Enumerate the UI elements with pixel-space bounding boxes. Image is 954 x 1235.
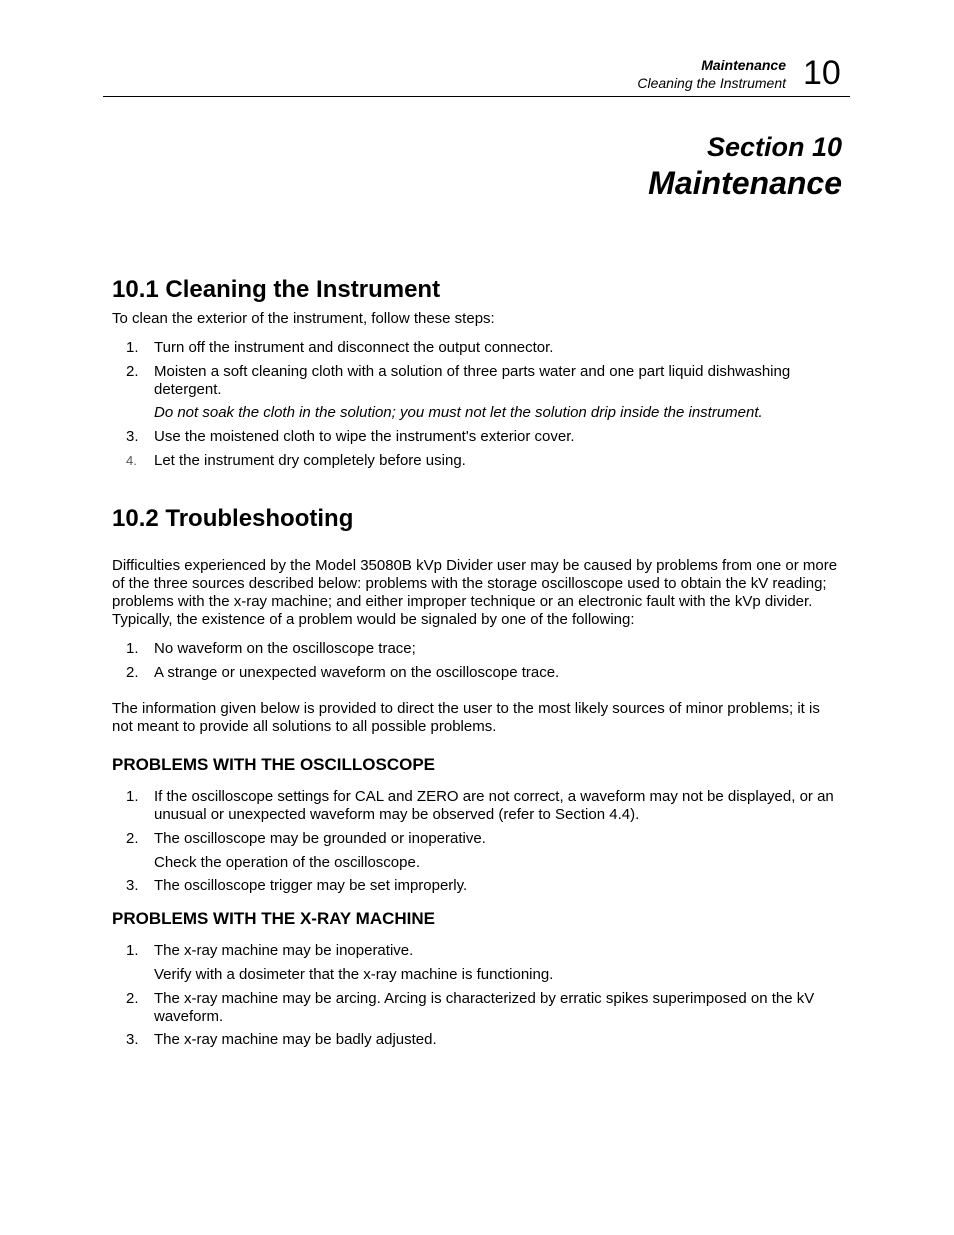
list-text: Let the instrument dry completely before using.: [154, 452, 466, 469]
list-number: 2.: [126, 830, 139, 847]
header-chapter-number: 10: [803, 54, 841, 92]
list-number: 3.: [126, 1031, 139, 1048]
list-text: Use the moistened cloth to wipe the instrument's exterior cover.: [154, 428, 575, 445]
header-divider: [103, 96, 850, 97]
list-number: 1.: [126, 788, 139, 805]
list-number: 3.: [126, 428, 139, 445]
section-label: Section 10: [706, 132, 842, 162]
list-number: 3.: [126, 877, 139, 894]
list-text: No waveform on the oscilloscope trace;: [154, 640, 416, 657]
list-text: Moisten a soft cleaning cloth with a solution of three parts water and one part liquid dishwashing detergent.: [154, 363, 791, 398]
list-number: 1.: [126, 640, 139, 657]
header-section-title: Cleaning the Instrument: [637, 75, 786, 91]
list-number: 1.: [126, 942, 139, 959]
troubleshooting-intro: Difficulties experienced by the Model 35080B kVp Divider user may be caused by problems from one or more of the three sources described below: problems with the storage oscilloscope used to obtain the kV reading; problems with the x-ray machine; and either improper technique or an electronic fault with the kVp divider. Typically, the existence of a problem would be signaled by one of the following:: [112, 557, 838, 628]
xray-note: Verify with a dosimeter that the x-ray machine is functioning.: [154, 966, 554, 983]
troubleshooting-info: The information given below is provided to direct the user to the most likely sources of minor problems; it is not meant to provide all solutions to all possible problems.: [112, 700, 820, 735]
list-text: Turn off the instrument and disconnect the output connector.: [154, 339, 554, 356]
cleaning-caution-note: Do not soak the cloth in the solution; you must not let the solution drip inside the instrument.: [154, 404, 763, 421]
section-title: Maintenance: [648, 165, 842, 201]
list-text: The x-ray machine may be badly adjusted.: [154, 1031, 437, 1048]
oscilloscope-note: Check the operation of the oscilloscope.: [154, 854, 420, 871]
list-number: 1.: [126, 339, 139, 356]
list-text: The x-ray machine may be arcing. Arcing is characterized by erratic spikes superimposed on the kV waveform.: [154, 990, 815, 1025]
xray-heading: PROBLEMS WITH THE X-RAY MACHINE: [112, 909, 436, 928]
oscilloscope-heading: PROBLEMS WITH THE OSCILLOSCOPE: [112, 755, 436, 774]
list-text: A strange or unexpected waveform on the oscilloscope trace.: [154, 664, 560, 681]
cleaning-intro: To clean the exterior of the instrument, follow these steps:: [112, 310, 495, 327]
list-number: 2.: [126, 664, 139, 681]
list-number: 2.: [126, 363, 139, 380]
list-text: The x-ray machine may be inoperative.: [154, 942, 414, 959]
list-text: The oscilloscope may be grounded or inoperative.: [154, 830, 486, 847]
header-chapter-title: Maintenance: [701, 57, 786, 73]
list-text: If the oscilloscope settings for CAL and ZERO are not correct, a waveform may not be displayed, or an unusual or unexpected waveform may be observed (refer to Section 4.4).: [154, 788, 834, 823]
list-number: 4.: [126, 453, 137, 468]
list-number: 2.: [126, 990, 139, 1007]
troubleshooting-heading: 10.2 Troubleshooting: [112, 505, 354, 532]
cleaning-heading: 10.1 Cleaning the Instrument: [112, 276, 441, 303]
list-text: The oscilloscope trigger may be set improperly.: [154, 877, 468, 894]
